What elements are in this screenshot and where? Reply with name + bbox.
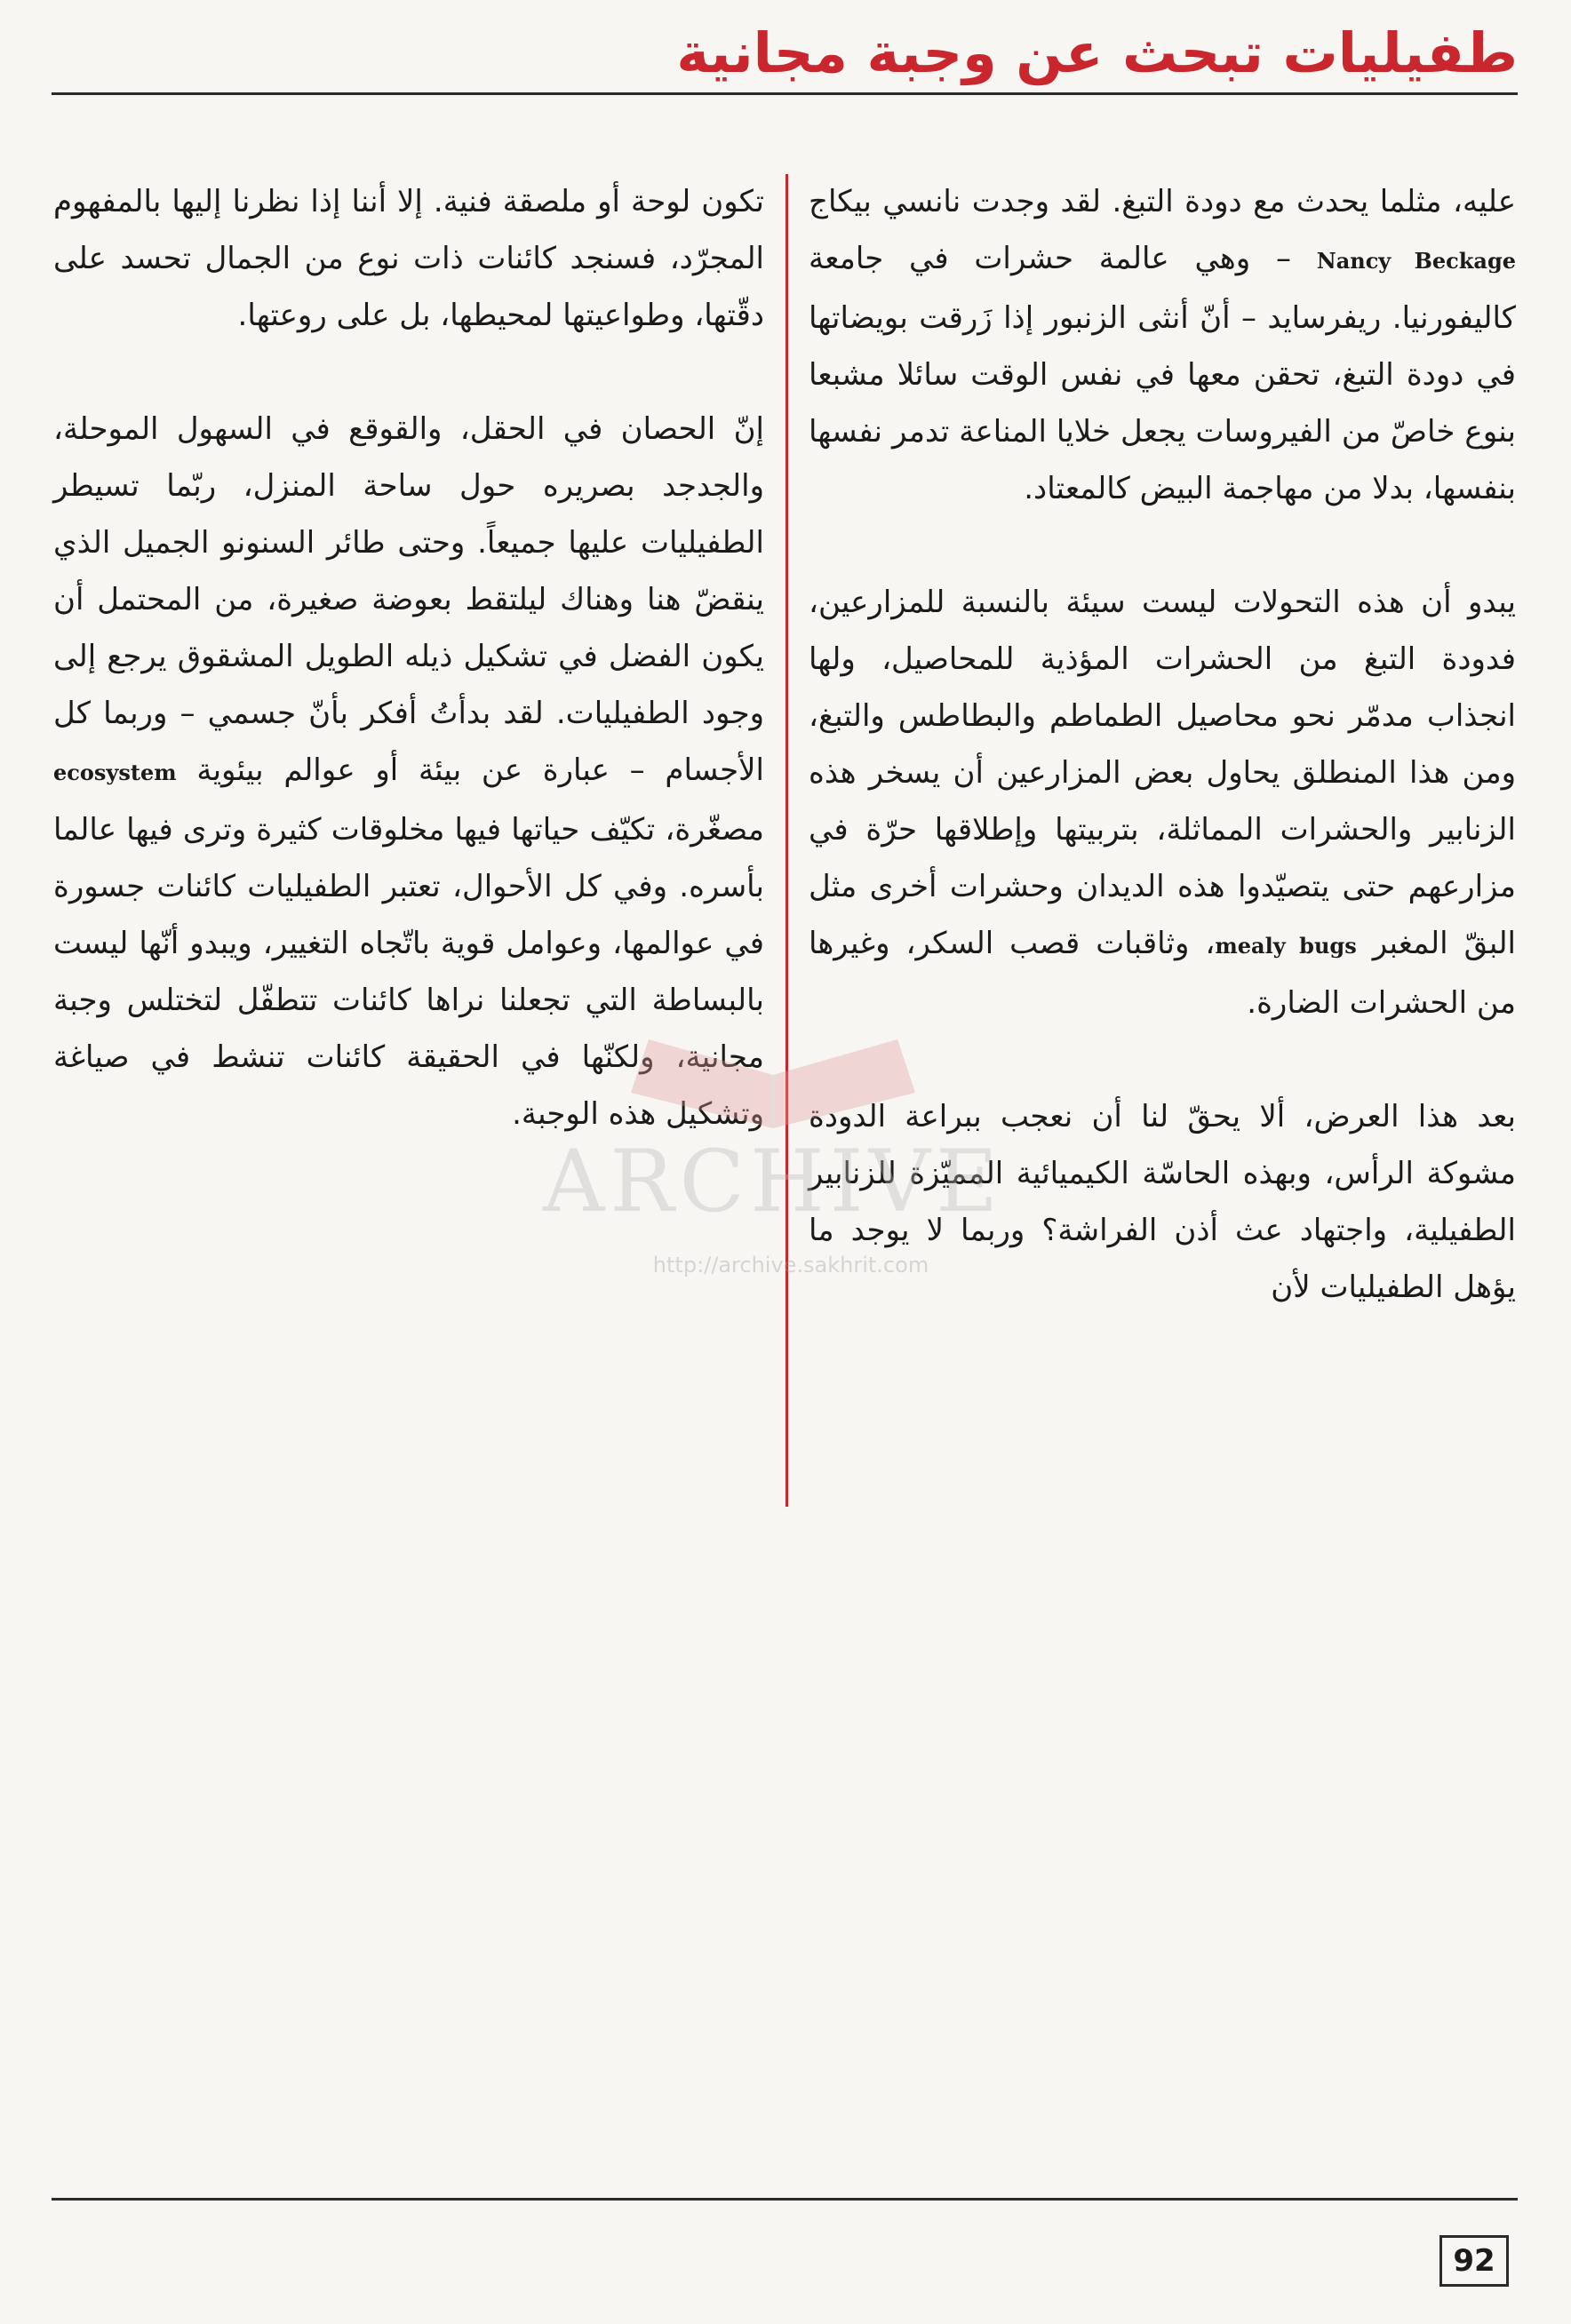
- page-number: 92: [1439, 2235, 1509, 2287]
- paragraph-text: يبدو أن هذه التحولات ليست سيئة بالنسبة للمزارعين، فدودة التبغ من الحشرات المؤذية للمحاصيل، ولها انجذاب مدمّر نحو محاصيل الطماطم والبطاطس والتبغ، ومن هذا المنطلق يحاول بعض المزارعين أن يسخر هذه الزنابير والحشرات المماثلة، بتربيتها وإطلاقها حرّة في مزارعهم حتى يتصيّدوا هذه الديدان وحشرات أخرى مثل البقّ المغبر: [809, 585, 1516, 961]
- paragraph-text: ، وثاقبات قصب السكر، وغيرها من الحشرات الضارة.: [809, 926, 1516, 1021]
- article-paragraph: [53, 173, 764, 344]
- latin-term: Nancy Beckage: [1316, 248, 1516, 274]
- article-column-right: [809, 173, 1516, 1373]
- paragraph-text: إنّ الحصان في الحقل، والقوقع في السهول الموحلة، والجدجد بصريره حول ساحة المنزل، ربّما تسيطر الطفيليات عليها جميعاً. وحتى طائر السنونو الجميل الذي ينقضّ هنا وهناك ليلتقط بعوضة صغيرة، من المحتمل أن يكون الفضل في تشكيل ذيله الطويل المشقوق يرجع إلى وجود الطفيليات. لقد بدأتُ أفكر بأنّ جسمي – وربما كل الأجسام – عبارة عن بيئة أو عوالم بيئوية: [53, 411, 764, 788]
- column-divider: [786, 174, 788, 1507]
- article-paragraph: [809, 1088, 1516, 1316]
- article-paragraph: [809, 574, 1516, 1031]
- footer-divider: [52, 2198, 1518, 2201]
- article-column-left: [53, 173, 764, 1199]
- latin-term: mealy bugs: [1215, 933, 1357, 959]
- paragraph-text: عليه، مثلما يحدث مع دودة التبغ. لقد وجدت نانسي بيكاج: [809, 184, 1516, 219]
- paragraph-text: – وهي عالمة حشرات في جامعة كاليفورنيا. ريفرسايد – أنّ أنثى الزنبور إذا زَرقت بويضاتها في دودة التبغ، تحقن معها في نفس الوقت سائلا مشبعا بنوع خاصّ من الفيروسات يجعل خلايا المناعة تدمر نفسها بنفسها، بدلا من مهاجمة البيض كالمعتاد.: [809, 241, 1516, 506]
- paragraph-text: تكون لوحة أو ملصقة فنية. إلا أننا إذا نظرنا إليها بالمفهوم المجرّد، فسنجد كائنات ذات نوع من الجمال تحسد على دقّتها، وطواعيتها لمحيطها، بل على روعتها.: [53, 184, 764, 333]
- article-paragraph: [809, 173, 1516, 517]
- watermark-text: ARCHIVE: [542, 1132, 1004, 1231]
- paragraph-text: مصغّرة، تكيّف حياتها فيها مخلوقات كثيرة وترى فيها عالما بأسره. وفي كل الأحوال، تعتبر الطفيليات كائنات جسورة في عوالمها، وعوامل قوية باتّجاه التغيير، ويبدو أنّها ليست بالبساطة التي تجعلنا نراها كائنات تتطفّل لتختلس وجبة مجانية، ولكنّها في الحقيقة كائنات تنشط في صياغة وتشكيل هذه الوجبة.: [53, 812, 764, 1132]
- latin-term: ecosystem: [53, 760, 177, 785]
- watermark-url: http://archive.sakhrit.com: [652, 1253, 929, 1277]
- article-paragraph: [53, 401, 764, 1142]
- header-divider: [52, 92, 1518, 95]
- paragraph-text: بعد هذا العرض، ألا يحقّ لنا أن نعجب ببراعة الدودة مشوكة الرأس، وبهذه الحاسّة الكيميائية المميّزة للزنابير الطفيلية، واجتهاد عث أذن الفراشة؟ وربما لا يوجد ما يؤهل الطفيليات لأن: [809, 1099, 1516, 1305]
- article-title: طفيليات تبحث عن وجبة مجانية: [676, 20, 1518, 85]
